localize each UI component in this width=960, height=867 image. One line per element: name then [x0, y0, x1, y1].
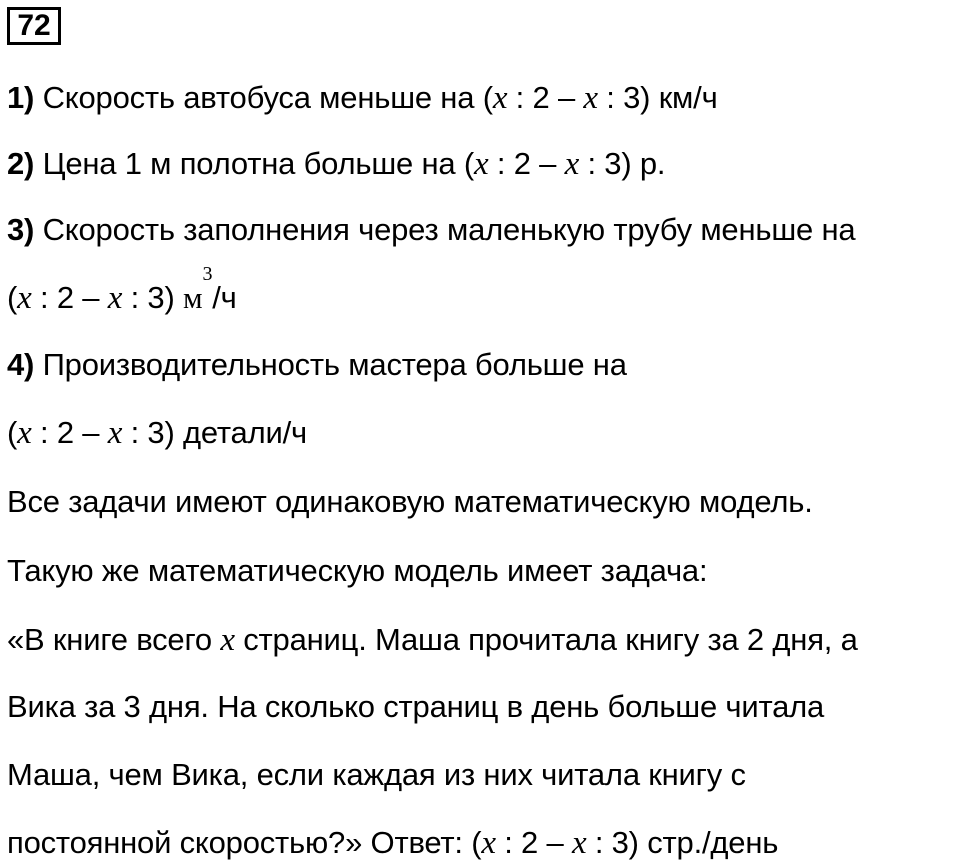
- item-1-text: Скорость автобуса меньше на: [34, 80, 483, 115]
- variable-x: x: [571, 825, 587, 861]
- expression-open: (: [482, 80, 493, 115]
- item-1-unit: км/ч: [650, 80, 718, 115]
- task-part-2: страниц. Маша прочитала книгу за 2 дня, а: [234, 622, 858, 657]
- item-2-text: Цена 1 м полотна больше на: [34, 146, 464, 181]
- item-4-continuation: [7, 413, 307, 453]
- conclusion-line-1: Все задачи имеют одинаковую математическую модель.: [7, 484, 813, 519]
- variable-x: x: [474, 146, 489, 182]
- variable-x: x: [564, 146, 580, 182]
- item-3-unit-tail: /ч: [212, 280, 237, 315]
- problem-number-box: [7, 7, 61, 45]
- item-3: [7, 210, 855, 250]
- expression-div2: : 3): [122, 415, 175, 450]
- answer-unit: стр./день: [638, 825, 779, 860]
- task-line-4: [7, 823, 778, 863]
- expression-div1: : 2 –: [31, 415, 108, 450]
- expression-open: (: [7, 415, 18, 450]
- conclusion-line-2: Такую же математическую модель имеет задача:: [7, 553, 708, 588]
- variable-x: x: [107, 280, 123, 316]
- expression-open: (: [7, 280, 18, 315]
- variable-x: x: [17, 280, 32, 316]
- task-line-4-text: постоянной скоростью?» Ответ:: [7, 825, 472, 860]
- item-4-unit: детали/ч: [174, 415, 307, 450]
- variable-x: x: [107, 415, 123, 451]
- task-line-2: Вика за 3 дня. На сколько страниц в день больше читала: [7, 689, 825, 724]
- task-line-1: [7, 620, 858, 660]
- item-3-number: 3): [7, 212, 35, 247]
- expression-div2: : 3): [597, 80, 651, 115]
- item-2: [7, 144, 665, 184]
- problem-number: 72: [17, 9, 51, 42]
- item-2-number: 2): [7, 146, 35, 181]
- item-3-continuation: [7, 263, 237, 318]
- item-1-number: 1): [7, 80, 35, 115]
- item-4-text: Производительность мастера больше на: [34, 347, 627, 382]
- variable-x: x: [220, 622, 235, 658]
- variable-x: x: [492, 80, 508, 116]
- expression-open: (: [463, 146, 474, 181]
- expression-div1: : 2 –: [31, 280, 108, 315]
- variable-x: x: [17, 415, 32, 451]
- task-line-3: Маша, чем Вика, если каждая из них читала книгу с: [7, 757, 746, 792]
- expression-div2: : 3): [586, 825, 639, 860]
- task-part-1: «В книге всего: [7, 622, 221, 657]
- expression-div2: : 3): [579, 146, 632, 181]
- expression-div1: : 2 –: [495, 825, 572, 860]
- expression-div1: : 2 –: [488, 146, 565, 181]
- expression-open: (: [471, 825, 482, 860]
- variable-x: x: [481, 825, 496, 861]
- item-3-unit-main: м: [183, 280, 203, 315]
- item-1: [7, 78, 718, 118]
- item-3-unit-sup: 3: [202, 263, 213, 285]
- expression-div1: : 2 –: [507, 80, 584, 115]
- variable-x: x: [583, 80, 598, 116]
- expression-div2: : 3): [122, 280, 175, 315]
- item-2-unit: р.: [631, 146, 666, 181]
- item-4-number: 4): [7, 347, 35, 382]
- item-4: [7, 345, 627, 385]
- item-3-text: Скорость заполнения через маленькую трубу меньше на: [34, 212, 856, 247]
